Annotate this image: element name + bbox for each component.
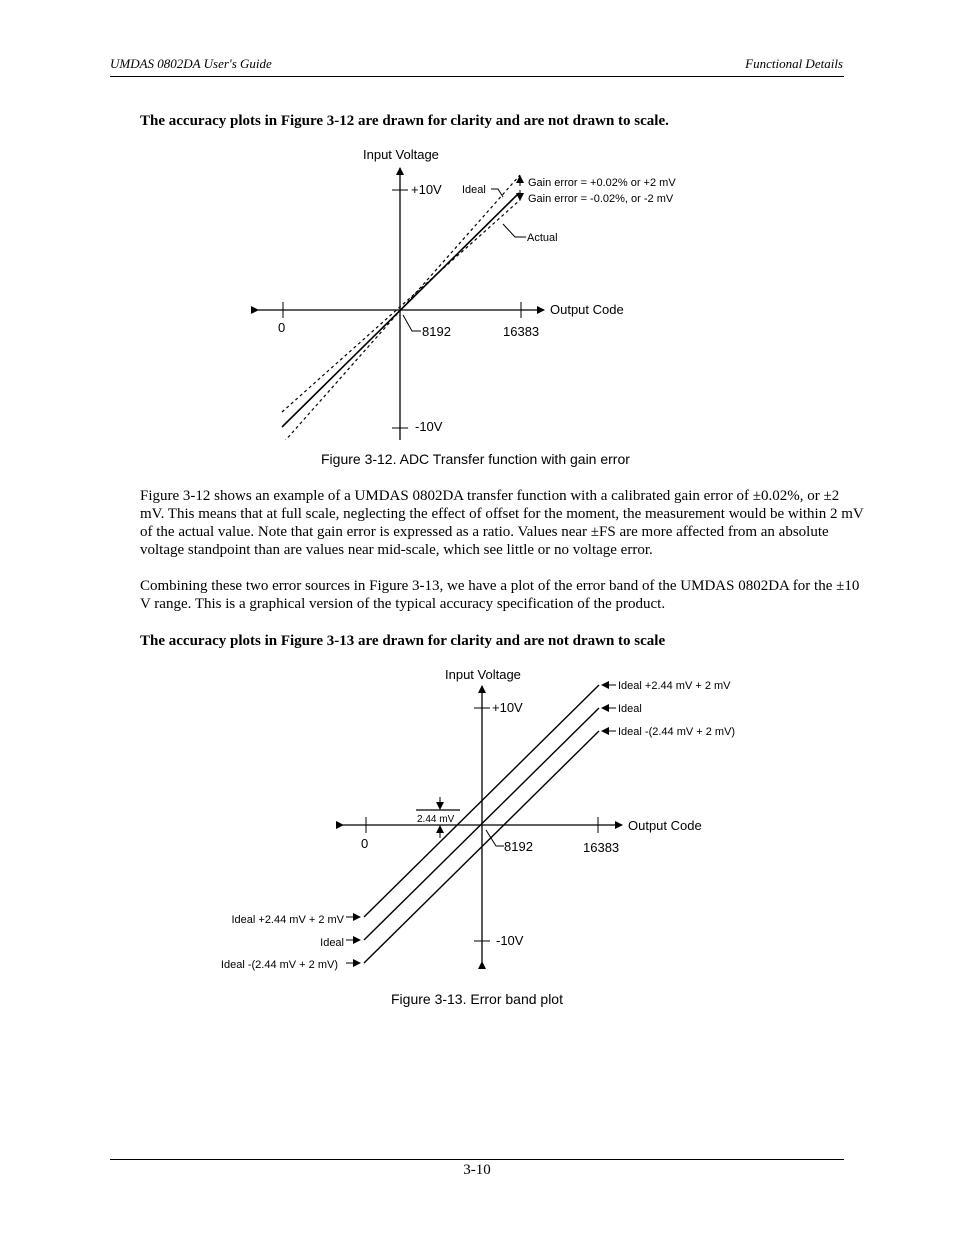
plus-10v-label: +10V (411, 182, 442, 197)
header-guide-title: UMDAS 0802DA User's Guide (110, 56, 272, 71)
minus-10v-label: -10V (415, 419, 443, 434)
ideal-label-left: Ideal (320, 937, 344, 949)
figure-3-13-caption: Figure 3-13. Error band plot (391, 991, 563, 1007)
upper-band-label-left: Ideal +2.44 mV + 2 mV (231, 914, 344, 926)
lower-band-label-left: Ideal -(2.44 mV + 2 mV) (220, 959, 338, 971)
paragraph-2: Combining these two error sources in Figure 3-13, we have a plot of the error band of the UMDAS 0802DA for the ±10 V range. This is a graphical version of the typical accuracy specification of the product. (140, 578, 860, 612)
figure-3-12-note: The accuracy plots in Figure 3-12 are drawn for clarity and are not drawn to scale. (140, 113, 669, 129)
page-number: 3-10 (463, 1162, 491, 1178)
minus-10v-label: -10V (496, 933, 524, 948)
max-code-label: 16383 (503, 324, 540, 339)
footer-rule (110, 1159, 844, 1160)
x-axis-title: Output Code (628, 818, 702, 833)
offset-label: 2.44 mV (417, 814, 455, 825)
plus-10v-label: +10V (492, 700, 523, 715)
y-axis-title: Input Voltage (445, 667, 521, 682)
lower-band-label-right: Ideal -(2.44 mV + 2 mV) (618, 726, 736, 738)
figure-3-12-caption: Figure 3-12. ADC Transfer function with gain error (321, 451, 630, 467)
gain-plus-label: Gain error = +0.02% or +2 mV (528, 177, 676, 189)
figure-3-13-note: The accuracy plots in Figure 3-13 are drawn for clarity and are not drawn to scale (140, 633, 666, 649)
mid-code-label: 8192 (504, 839, 533, 854)
upper-band-label-right: Ideal +2.44 mV + 2 mV (618, 680, 731, 692)
header-section-title: Functional Details (745, 56, 843, 71)
figure-3-12-diagram (0, 140, 954, 440)
zero-label: 0 (361, 836, 369, 851)
actual-label: Actual (527, 232, 558, 244)
header-rule (110, 76, 844, 77)
max-code-label: 16383 (583, 840, 620, 855)
mid-code-label: 8192 (422, 324, 451, 339)
x-axis-title: Output Code (550, 302, 624, 317)
ideal-label-right: Ideal (618, 703, 642, 715)
y-axis-title: Input Voltage (363, 147, 439, 162)
figure-3-13-diagram (0, 660, 954, 980)
zero-label: 0 (278, 320, 286, 335)
ideal-label: Ideal (462, 184, 486, 196)
paragraph-1: Figure 3-12 shows an example of a UMDAS 0802DA transfer function with a calibrated gain error of ±0.02%, or ±2 mV. This means that at full scale, neglecting the effect of offset for the moment, the measurement would be within 2 mV of the actual value. Note that gain error is expressed as a ratio. Values near ±FS are more affected from an absolute voltage standpoint than are values near mid-scale, which see little or no voltage error. (140, 488, 864, 558)
gain-minus-label: Gain error = -0.02%, or -2 mV (528, 193, 674, 205)
gain-minus-line (282, 200, 520, 412)
